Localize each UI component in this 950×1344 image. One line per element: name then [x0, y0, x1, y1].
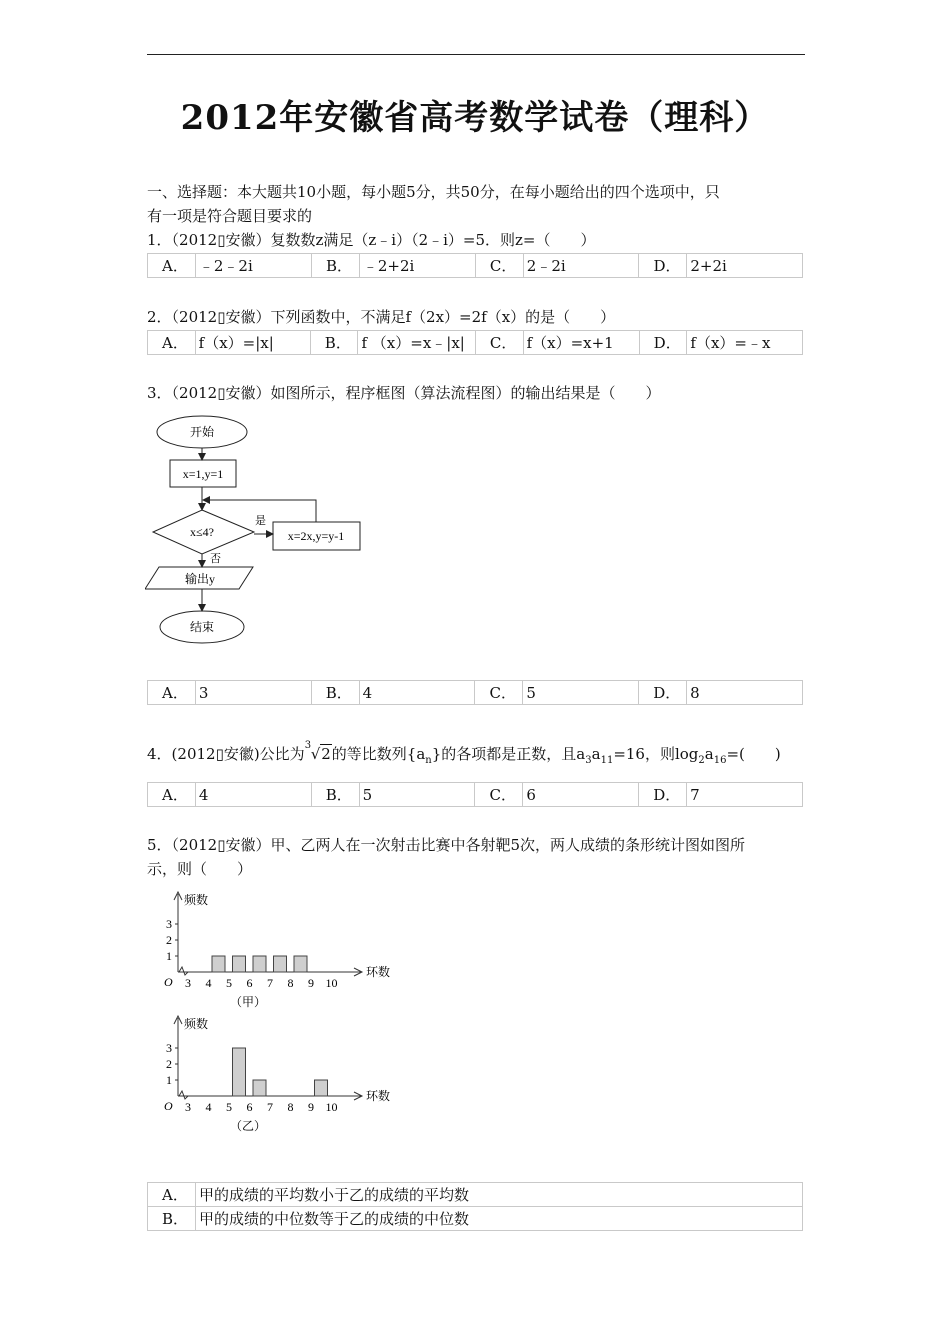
- q1-opt-a-value: ﹣2﹣2i: [195, 254, 311, 278]
- q1-opt-d-value: 2+2i: [687, 254, 803, 278]
- q1-opt-c-label: C．: [475, 254, 523, 278]
- q4-sub-2: 2: [698, 755, 705, 766]
- q4-sub-16: 16: [713, 755, 727, 766]
- q4-opt-c-value: 6: [523, 783, 639, 807]
- flow-end-label: 结束: [189, 620, 215, 634]
- chart2-ytick-label: 2: [166, 1057, 172, 1071]
- chart1-xtick-label: 8: [287, 976, 294, 990]
- chart2-xtick-label: 6: [246, 1100, 253, 1114]
- q4-opt-d-value: 7: [687, 783, 803, 807]
- q5-stem-line-2: 示，则（ ）: [147, 860, 253, 878]
- q2-opt-a-label: A．: [148, 331, 196, 355]
- chart1-title: （甲）: [229, 995, 267, 1009]
- chart2-ytick-label: 3: [166, 1041, 172, 1055]
- q5-opt-a-value: 甲的成绩的平均数小于乙的成绩的平均数: [196, 1183, 803, 1207]
- flow-start-label: 开始: [189, 425, 215, 439]
- chart1-bar-8: [294, 956, 307, 972]
- q4-sub-3: 3: [585, 755, 592, 766]
- chart1-xtick-label: 7: [267, 976, 273, 990]
- q2-opt-c-value: f（x）=x+1: [523, 331, 639, 355]
- q3-opt-b-value: 4: [359, 681, 475, 705]
- q3-options: [147, 680, 803, 705]
- q4-opt-a-value: 4: [195, 783, 311, 807]
- chart2-ylabel: 频数: [184, 1017, 209, 1031]
- chart1-bar-4: [212, 956, 225, 972]
- q5-options: [147, 1182, 803, 1231]
- page-title: 2012年安徽省高考数学试卷（理科）: [180, 98, 770, 138]
- chart1-xtick-label: 3: [185, 976, 191, 990]
- intro-line-1: 一、选择题：本大题共10小题，每小题5分，共50分，在每小题给出的四个选项中，只: [147, 183, 720, 201]
- q5-opt-b-value: 甲的成绩的中位数等于乙的成绩的中位数: [196, 1207, 803, 1231]
- q1-opt-d-label: D．: [639, 254, 687, 278]
- q5-opt-a-label: A．: [148, 1183, 196, 1207]
- intro-line-2: 有一项是符合题目要求的: [147, 207, 313, 225]
- q3-opt-c-label: C．: [475, 681, 523, 705]
- q2-opt-a-value: f（x）=|x|: [195, 331, 310, 355]
- q2-opt-b-label: B．: [310, 331, 358, 355]
- q3-opt-a-label: A．: [148, 681, 196, 705]
- q4-opt-a-label: A．: [148, 783, 196, 807]
- q4-a11: a: [591, 745, 601, 763]
- chart1-axis-break: [179, 967, 188, 975]
- chart1-xtick-label: 5: [226, 976, 232, 990]
- chart2-xtick-label: 7: [267, 1100, 273, 1114]
- flow-output-label: 输出y: [184, 572, 216, 586]
- chart1-ylabel: 频数: [184, 893, 209, 907]
- chart1-origin-label: O: [164, 975, 173, 989]
- q2-opt-d-label: D．: [639, 331, 687, 355]
- q4-opt-c-label: C．: [475, 783, 523, 807]
- q5-stem-line-1: 5．（2012▯安徽）甲、乙两人在一次射击比赛中各射靶5次，两人成绩的条形统计图如图所: [147, 836, 746, 854]
- chart2-xtick-label: 10: [325, 1100, 338, 1114]
- chart1-xtick-label: 4: [205, 976, 212, 990]
- q2-opt-b-value: f （x）=x﹣|x|: [358, 331, 475, 355]
- q1-opt-a-label: A．: [148, 254, 196, 278]
- q4-opt-b-value: 5: [359, 783, 475, 807]
- flow-init-label: x=1,y=1: [182, 467, 224, 481]
- q4-opt-b-label: B．: [311, 783, 359, 807]
- q1-options: [147, 253, 803, 278]
- chart1-ytick-label: 2: [166, 933, 172, 947]
- q4-tail: =( ): [726, 745, 781, 763]
- chart2-xtick-label: 5: [226, 1100, 232, 1114]
- chart2-xtick-label: 4: [205, 1100, 212, 1114]
- chart2-xtick-label: 8: [287, 1100, 294, 1114]
- chart2-axis-break: [179, 1091, 188, 1099]
- q5-stem: [147, 833, 807, 881]
- chart1-bar-6: [253, 956, 266, 972]
- chart1-ytick-label: 1: [166, 949, 172, 963]
- chart2-xtick-label: 3: [185, 1100, 191, 1114]
- q4-stem: [147, 740, 807, 772]
- chart1-ytick-label: 3: [166, 917, 172, 931]
- chart1-bar-5: [233, 956, 246, 972]
- q4-radical-sign: √: [310, 745, 321, 763]
- q3-opt-b-label: B．: [311, 681, 359, 705]
- q4-root-radicand: 2: [321, 745, 331, 763]
- chart1-xtick-label: 10: [325, 976, 338, 990]
- q4-a16: a: [704, 745, 714, 763]
- q4-opt-d-label: D．: [639, 783, 687, 807]
- q4-sub-n: n: [425, 755, 432, 766]
- chart1-xtick-label: 9: [308, 976, 314, 990]
- q1-stem: 1．（2012▯安徽）复数数z满足（z﹣i）（2﹣i）=5．则z=（ ）: [147, 231, 596, 249]
- q4-mid2: }的各项都是正数，且a: [431, 745, 586, 763]
- flow-step-label: x=2x,y=y-1: [287, 529, 345, 543]
- chart1-bar-7: [274, 956, 287, 972]
- q3-opt-a-value: 3: [195, 681, 311, 705]
- q1-opt-b-value: ﹣2+2i: [359, 254, 475, 278]
- header-rule: [147, 54, 805, 55]
- chart2-bar-9: [315, 1080, 328, 1096]
- q4-mid1: 的等比数列{a: [331, 745, 426, 763]
- section-intro: [147, 180, 807, 228]
- chart2-title: （乙）: [229, 1119, 267, 1133]
- flow-yes-label: 是: [255, 515, 266, 527]
- q4-cube-root: [304, 740, 332, 765]
- chart1-xtick-label: 6: [246, 976, 253, 990]
- q3-opt-c-value: 5: [523, 681, 639, 705]
- q3-opt-d-value: 8: [687, 681, 803, 705]
- q4-options: [147, 782, 803, 807]
- chart1-xlabel: 环数: [366, 965, 391, 979]
- chart2-ytick-label: 1: [166, 1073, 172, 1087]
- chart2-origin-label: O: [164, 1099, 173, 1113]
- chart2-xlabel: 环数: [366, 1089, 391, 1103]
- chart2-bar-5: [233, 1048, 246, 1096]
- q4-sub-11: 11: [600, 755, 614, 766]
- q5-opt-b-label: B．: [148, 1207, 196, 1231]
- chart2-xtick-label: 9: [308, 1100, 314, 1114]
- q1-opt-c-value: 2﹣2i: [523, 254, 639, 278]
- bar-chart-yi: [148, 1012, 398, 1144]
- q4-mid3: =16，则log: [613, 745, 699, 763]
- q2-stem: 2．（2012▯安徽）下列函数中，不满足f（2x）=2f（x）的是（ ）: [147, 308, 616, 326]
- q4-root-index: 3: [304, 740, 312, 751]
- bar-chart-jia: [148, 888, 398, 1016]
- q3-opt-d-label: D．: [639, 681, 687, 705]
- q4-prefix: 4．(2012▯安徽)公比为: [147, 745, 305, 763]
- q3-stem: 3．（2012▯安徽）如图所示，程序框图（算法流程图）的输出结果是（ ）: [147, 384, 661, 402]
- q1-opt-b-label: B．: [312, 254, 360, 278]
- flow-cond-label: x≤4?: [190, 525, 214, 539]
- flow-no-label: 否: [210, 553, 221, 565]
- q2-opt-d-value: f（x）=﹣x: [687, 331, 803, 355]
- flowchart: [145, 412, 375, 652]
- chart2-bar-6: [253, 1080, 266, 1096]
- q2-options: [147, 330, 803, 355]
- q2-opt-c-label: C．: [475, 331, 523, 355]
